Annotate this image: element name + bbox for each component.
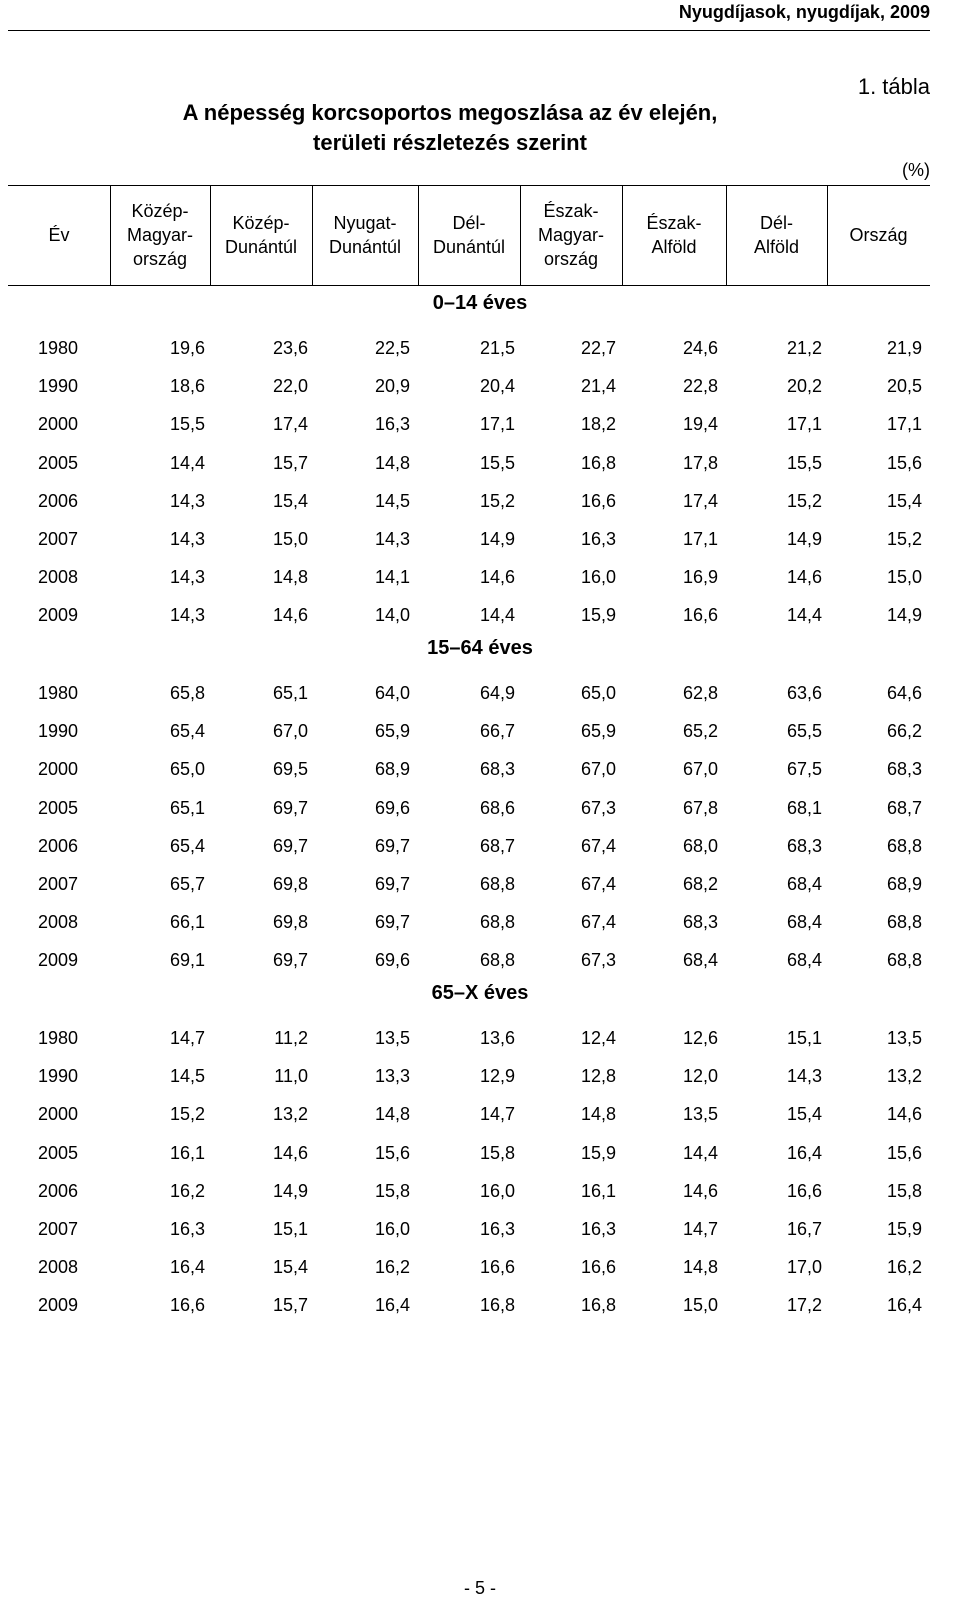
section-label: 0–14 éves: [432, 292, 528, 314]
column-divider: [622, 185, 623, 285]
value-cell: 14,9: [479, 529, 515, 549]
value-cell: 63,6: [786, 683, 822, 703]
value-cell: 17,1: [786, 414, 822, 434]
running-header: Nyugdíjasok, nyugdíjak, 2009: [678, 2, 930, 22]
year-cell: 2005: [38, 453, 79, 473]
column-header: Dél- Dunántúl: [432, 213, 506, 257]
value-cell: 16,4: [169, 1257, 205, 1277]
value-cell: 69,8: [272, 912, 308, 932]
column-header: Nyugat- Dunántúl: [328, 213, 402, 257]
value-cell: 68,3: [682, 912, 718, 932]
value-cell: 15,1: [272, 1219, 308, 1239]
year-cell: 2000: [38, 759, 79, 779]
value-cell: 21,9: [886, 338, 922, 358]
value-cell: 18,2: [580, 414, 616, 434]
value-cell: 15,9: [580, 1143, 616, 1163]
value-cell: 68,3: [786, 836, 822, 856]
value-cell: 13,5: [374, 1028, 410, 1048]
year-cell: 2009: [38, 605, 79, 625]
table-row: [0, 1292, 960, 1318]
value-cell: 66,1: [169, 912, 205, 932]
value-cell: 14,4: [682, 1143, 718, 1163]
value-cell: 16,6: [479, 1257, 515, 1277]
value-cell: 16,0: [374, 1219, 410, 1239]
value-cell: 16,8: [479, 1295, 515, 1315]
value-cell: 14,6: [682, 1181, 718, 1201]
value-cell: 14,9: [272, 1181, 308, 1201]
value-cell: 15,4: [272, 491, 308, 511]
section-label: 65–X éves: [431, 982, 529, 1004]
value-cell: 67,0: [580, 759, 616, 779]
year-cell: 2000: [38, 414, 79, 434]
value-cell: 16,3: [374, 414, 410, 434]
value-cell: 16,2: [169, 1181, 205, 1201]
value-cell: 16,4: [886, 1295, 922, 1315]
value-cell: 15,4: [886, 491, 922, 511]
value-cell: 64,0: [374, 683, 410, 703]
value-cell: 14,7: [479, 1104, 515, 1124]
value-cell: 68,8: [886, 950, 922, 970]
value-cell: 68,6: [479, 798, 515, 818]
value-cell: 69,7: [272, 950, 308, 970]
table-row: [0, 450, 960, 476]
value-cell: 67,4: [580, 836, 616, 856]
year-cell: 2005: [38, 1143, 79, 1163]
value-cell: 16,3: [580, 529, 616, 549]
value-cell: 15,6: [886, 453, 922, 473]
value-cell: 18,6: [169, 376, 205, 396]
value-cell: 16,0: [479, 1181, 515, 1201]
value-cell: 22,0: [272, 376, 308, 396]
column-divider: [110, 185, 111, 285]
year-cell: 2009: [38, 1295, 79, 1315]
value-cell: 17,1: [479, 414, 515, 434]
section-label: 15–64 éves: [427, 637, 533, 659]
title-line-1: A népesség korcsoportos megoszlása az év elején,: [182, 100, 718, 125]
value-cell: 68,2: [682, 874, 718, 894]
value-cell: 19,6: [169, 338, 205, 358]
value-cell: 16,0: [580, 567, 616, 587]
value-cell: 14,8: [374, 453, 410, 473]
value-cell: 16,2: [374, 1257, 410, 1277]
value-cell: 65,4: [169, 836, 205, 856]
year-cell: 2007: [38, 1219, 79, 1239]
value-cell: 17,8: [682, 453, 718, 473]
value-cell: 16,6: [682, 605, 718, 625]
value-cell: 14,1: [374, 567, 410, 587]
table-row: [0, 680, 960, 706]
value-cell: 65,7: [169, 874, 205, 894]
value-cell: 14,8: [682, 1257, 718, 1277]
value-cell: 22,5: [374, 338, 410, 358]
value-cell: 66,2: [886, 721, 922, 741]
table-row: [0, 833, 960, 859]
table-row: [0, 1140, 960, 1166]
value-cell: 67,4: [580, 874, 616, 894]
value-cell: 68,8: [479, 874, 515, 894]
value-cell: 68,7: [479, 836, 515, 856]
column-divider: [726, 185, 727, 285]
table-row: [0, 1063, 960, 1089]
year-cell: 1980: [38, 1028, 79, 1048]
value-cell: 16,7: [786, 1219, 822, 1239]
value-cell: 68,8: [886, 836, 922, 856]
value-cell: 69,7: [374, 874, 410, 894]
value-cell: 14,9: [786, 529, 822, 549]
value-cell: 69,6: [374, 798, 410, 818]
value-cell: 13,2: [886, 1066, 922, 1086]
value-cell: 17,2: [786, 1295, 822, 1315]
value-cell: 13,6: [479, 1028, 515, 1048]
table-row: [0, 411, 960, 437]
value-cell: 14,7: [169, 1028, 205, 1048]
value-cell: 14,6: [479, 567, 515, 587]
value-cell: 68,4: [786, 950, 822, 970]
table-row: [0, 1216, 960, 1242]
value-cell: 16,3: [169, 1219, 205, 1239]
value-cell: 16,6: [169, 1295, 205, 1315]
table-row: [0, 564, 960, 590]
value-cell: 17,1: [682, 529, 718, 549]
value-cell: 65,4: [169, 721, 205, 741]
value-cell: 13,5: [682, 1104, 718, 1124]
header-bottom-rule: [8, 285, 930, 286]
value-cell: 14,6: [272, 1143, 308, 1163]
year-cell: 2008: [38, 912, 79, 932]
year-cell: 1990: [38, 376, 79, 396]
value-cell: 65,0: [580, 683, 616, 703]
value-cell: 13,3: [374, 1066, 410, 1086]
value-cell: 67,3: [580, 950, 616, 970]
value-cell: 12,6: [682, 1028, 718, 1048]
value-cell: 68,8: [479, 912, 515, 932]
year-cell: 2008: [38, 1257, 79, 1277]
value-cell: 13,5: [886, 1028, 922, 1048]
value-cell: 68,3: [886, 759, 922, 779]
value-cell: 13,2: [272, 1104, 308, 1124]
value-cell: 69,5: [272, 759, 308, 779]
table-row: [0, 602, 960, 628]
value-cell: 67,0: [682, 759, 718, 779]
value-cell: 17,4: [272, 414, 308, 434]
value-cell: 20,5: [886, 376, 922, 396]
year-cell: 1990: [38, 1066, 79, 1086]
value-cell: 19,4: [682, 414, 718, 434]
value-cell: 11,2: [274, 1028, 308, 1048]
value-cell: 65,9: [374, 721, 410, 741]
year-cell: 2007: [38, 529, 79, 549]
value-cell: 16,3: [580, 1219, 616, 1239]
value-cell: 14,8: [580, 1104, 616, 1124]
value-cell: 14,8: [374, 1104, 410, 1124]
value-cell: 14,3: [169, 567, 205, 587]
table-row: [0, 795, 960, 821]
table-number: 1. tábla: [857, 74, 930, 99]
value-cell: 14,3: [169, 491, 205, 511]
value-cell: 20,9: [374, 376, 410, 396]
table-row: [0, 373, 960, 399]
column-divider: [520, 185, 521, 285]
value-cell: 68,8: [479, 950, 515, 970]
table-row: [0, 1025, 960, 1051]
value-cell: 15,8: [886, 1181, 922, 1201]
value-cell: 20,2: [786, 376, 822, 396]
value-cell: 15,8: [374, 1181, 410, 1201]
value-cell: 69,7: [272, 798, 308, 818]
page-number: - 5 -: [463, 1578, 496, 1598]
year-cell: 1980: [38, 338, 79, 358]
value-cell: 12,9: [479, 1066, 515, 1086]
value-cell: 69,7: [374, 836, 410, 856]
value-cell: 12,0: [682, 1066, 718, 1086]
year-cell: 1990: [38, 721, 79, 741]
value-cell: 67,3: [580, 798, 616, 818]
value-cell: 21,5: [479, 338, 515, 358]
value-cell: 15,0: [272, 529, 308, 549]
value-cell: 15,8: [479, 1143, 515, 1163]
value-cell: 15,2: [886, 529, 922, 549]
value-cell: 14,4: [169, 453, 205, 473]
value-cell: 24,6: [682, 338, 718, 358]
title-line-2: területi részletezés szerint: [313, 130, 587, 155]
value-cell: 68,4: [786, 912, 822, 932]
value-cell: 14,0: [374, 605, 410, 625]
value-cell: 68,9: [886, 874, 922, 894]
year-cell: 2000: [38, 1104, 79, 1124]
value-cell: 14,4: [786, 605, 822, 625]
value-cell: 17,0: [786, 1257, 822, 1277]
value-cell: 67,5: [786, 759, 822, 779]
value-cell: 15,7: [272, 453, 308, 473]
value-cell: 14,6: [886, 1104, 922, 1124]
column-header: Észak- Magyar- ország: [537, 201, 604, 269]
value-cell: 15,9: [580, 605, 616, 625]
table-row: [0, 1101, 960, 1127]
value-cell: 15,1: [786, 1028, 822, 1048]
year-cell: 2006: [38, 836, 79, 856]
value-cell: 15,2: [786, 491, 822, 511]
value-cell: 15,9: [886, 1219, 922, 1239]
value-cell: 15,5: [479, 453, 515, 473]
column-divider: [210, 185, 211, 285]
value-cell: 12,8: [580, 1066, 616, 1086]
table-row: [0, 947, 960, 973]
value-cell: 68,1: [786, 798, 822, 818]
value-cell: 66,7: [479, 721, 515, 741]
value-cell: 14,6: [272, 605, 308, 625]
column-header: Észak- Alföld: [646, 213, 702, 257]
table-row: [0, 718, 960, 744]
value-cell: 14,7: [682, 1219, 718, 1239]
value-cell: 65,1: [272, 683, 308, 703]
value-cell: 14,5: [169, 1066, 205, 1086]
value-cell: 15,2: [479, 491, 515, 511]
value-cell: 16,9: [682, 567, 718, 587]
value-cell: 21,4: [580, 376, 616, 396]
value-cell: 15,4: [786, 1104, 822, 1124]
table-row: [0, 909, 960, 935]
value-cell: 67,8: [682, 798, 718, 818]
column-divider: [827, 185, 828, 285]
value-cell: 14,9: [886, 605, 922, 625]
year-cell: 2007: [38, 874, 79, 894]
column-header: Dél- Alföld: [753, 213, 800, 257]
unit-label: (%): [902, 160, 930, 180]
value-cell: 65,2: [682, 721, 718, 741]
value-cell: 67,0: [272, 721, 308, 741]
value-cell: 14,5: [374, 491, 410, 511]
value-cell: 68,3: [479, 759, 515, 779]
value-cell: 65,5: [786, 721, 822, 741]
column-header: Közép- Dunántúl: [224, 213, 298, 257]
column-header: Év: [48, 225, 70, 245]
value-cell: 16,6: [580, 491, 616, 511]
value-cell: 16,4: [786, 1143, 822, 1163]
table-title: [130, 98, 770, 158]
table-row: [0, 871, 960, 897]
value-cell: 15,6: [374, 1143, 410, 1163]
value-cell: 14,3: [374, 529, 410, 549]
value-cell: 64,9: [479, 683, 515, 703]
value-cell: 22,8: [682, 376, 718, 396]
table-row: [0, 756, 960, 782]
value-cell: 22,7: [580, 338, 616, 358]
column-divider: [418, 185, 419, 285]
value-cell: 67,4: [580, 912, 616, 932]
value-cell: 69,8: [272, 874, 308, 894]
value-cell: 68,4: [786, 874, 822, 894]
year-cell: 2008: [38, 567, 79, 587]
value-cell: 65,9: [580, 721, 616, 741]
value-cell: 16,4: [374, 1295, 410, 1315]
value-cell: 16,3: [479, 1219, 515, 1239]
table-row: [0, 335, 960, 361]
value-cell: 14,3: [169, 605, 205, 625]
table-row: [0, 488, 960, 514]
value-cell: 17,1: [886, 414, 922, 434]
year-cell: 2006: [38, 1181, 79, 1201]
value-cell: 68,7: [886, 798, 922, 818]
value-cell: 21,2: [786, 338, 822, 358]
value-cell: 17,4: [682, 491, 718, 511]
value-cell: 64,6: [886, 683, 922, 703]
value-cell: 20,4: [479, 376, 515, 396]
value-cell: 65,8: [169, 683, 205, 703]
value-cell: 69,6: [374, 950, 410, 970]
year-cell: 2009: [38, 950, 79, 970]
value-cell: 15,0: [682, 1295, 718, 1315]
value-cell: 16,1: [169, 1143, 205, 1163]
value-cell: 65,0: [169, 759, 205, 779]
value-cell: 69,7: [374, 912, 410, 932]
value-cell: 15,6: [886, 1143, 922, 1163]
value-cell: 16,8: [580, 453, 616, 473]
value-cell: 16,2: [886, 1257, 922, 1277]
value-cell: 14,4: [479, 605, 515, 625]
column-header: Ország: [849, 225, 908, 245]
value-cell: 62,8: [682, 683, 718, 703]
year-cell: 1980: [38, 683, 79, 703]
value-cell: 68,8: [886, 912, 922, 932]
value-cell: 16,1: [580, 1181, 616, 1201]
value-cell: 68,9: [374, 759, 410, 779]
value-cell: 16,6: [580, 1257, 616, 1277]
value-cell: 16,8: [580, 1295, 616, 1315]
value-cell: 65,1: [169, 798, 205, 818]
value-cell: 15,5: [786, 453, 822, 473]
value-cell: 68,0: [682, 836, 718, 856]
year-cell: 2006: [38, 491, 79, 511]
value-cell: 14,3: [786, 1066, 822, 1086]
value-cell: 15,7: [272, 1295, 308, 1315]
value-cell: 11,0: [274, 1066, 308, 1086]
value-cell: 15,5: [169, 414, 205, 434]
value-cell: 15,2: [169, 1104, 205, 1124]
value-cell: 14,6: [786, 567, 822, 587]
column-divider: [312, 185, 313, 285]
header-rule: [8, 30, 930, 31]
value-cell: 23,6: [272, 338, 308, 358]
value-cell: 69,1: [169, 950, 205, 970]
value-cell: 68,4: [682, 950, 718, 970]
value-cell: 69,7: [272, 836, 308, 856]
value-cell: 15,4: [272, 1257, 308, 1277]
value-cell: 15,0: [886, 567, 922, 587]
value-cell: 14,8: [272, 567, 308, 587]
value-cell: 16,6: [786, 1181, 822, 1201]
table-row: [0, 1178, 960, 1204]
value-cell: 14,3: [169, 529, 205, 549]
table-row: [0, 526, 960, 552]
column-header: Közép- Magyar- ország: [126, 201, 193, 269]
value-cell: 12,4: [580, 1028, 616, 1048]
year-cell: 2005: [38, 798, 79, 818]
table-row: [0, 1254, 960, 1280]
